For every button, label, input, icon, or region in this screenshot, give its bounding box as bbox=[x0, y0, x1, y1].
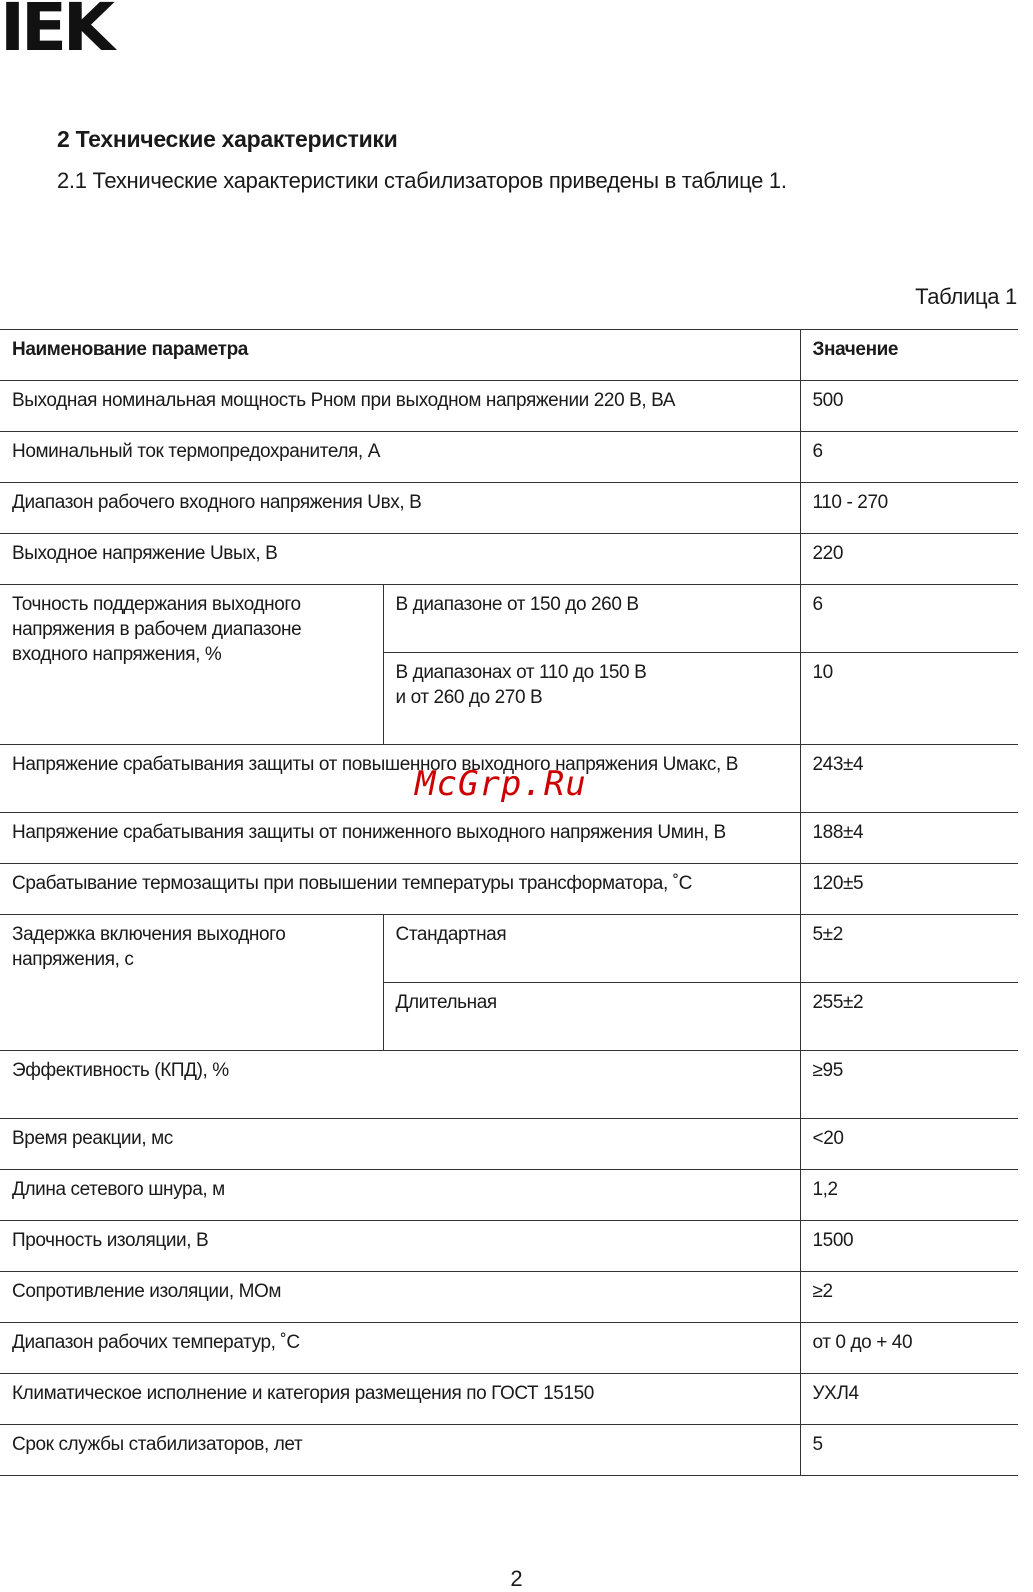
section-paragraph: 2.1 Технические характеристики стабилизаторов приведены в таблице 1. bbox=[57, 168, 787, 193]
value-cell: 120±5 bbox=[800, 864, 1018, 915]
param-cell: Точность поддержания выходного напряжения в рабочем диапазоне входного напряжения, % bbox=[0, 585, 383, 745]
sub-param-cell: Длительная bbox=[383, 983, 800, 1051]
param-cell: Длина сетевого шнура, м bbox=[0, 1170, 800, 1221]
spec-table bbox=[0, 329, 1018, 1476]
param-cell: Напряжение срабатывания защиты от повышенного выходного напряжения Uмакс, В bbox=[0, 745, 800, 813]
param-cell: Климатическое исполнение и категория размещения по ГОСТ 15150 bbox=[0, 1374, 800, 1425]
param-cell: Задержка включения выходного напряжения, с bbox=[0, 915, 383, 1051]
param-cell: Диапазон рабочего входного напряжения Uвх, В bbox=[0, 483, 800, 534]
param-cell: Срок службы стабилизаторов, лет bbox=[0, 1425, 800, 1476]
param-cell: Выходное напряжение Uвых, В bbox=[0, 534, 800, 585]
table-row bbox=[0, 813, 1018, 864]
table-row bbox=[0, 1221, 1018, 1272]
value-cell: от 0 до + 40 bbox=[800, 1323, 1018, 1374]
table-caption: Таблица 1 bbox=[915, 284, 1017, 309]
table-row bbox=[0, 432, 1018, 483]
value-cell: 6 bbox=[800, 432, 1018, 483]
value-cell: 255±2 bbox=[800, 983, 1018, 1051]
value-cell: <20 bbox=[800, 1119, 1018, 1170]
sub-param-cell bbox=[383, 653, 800, 745]
table-row bbox=[0, 1425, 1018, 1476]
value-cell: 110 - 270 bbox=[800, 483, 1018, 534]
table-row bbox=[0, 1323, 1018, 1374]
value-cell: 1500 bbox=[800, 1221, 1018, 1272]
table-row bbox=[0, 1374, 1018, 1425]
param-cell: Прочность изоляции, В bbox=[0, 1221, 800, 1272]
table-row bbox=[0, 483, 1018, 534]
value-cell: 188±4 bbox=[800, 813, 1018, 864]
value-cell: 220 bbox=[800, 534, 1018, 585]
value-cell: 243±4 bbox=[800, 745, 1018, 813]
param-cell: Диапазон рабочих температур, ˚С bbox=[0, 1323, 800, 1374]
value-cell: 10 bbox=[800, 653, 1018, 745]
param-cell: Сопротивление изоляции, МОм bbox=[0, 1272, 800, 1323]
page-number: 2 bbox=[510, 1566, 523, 1591]
value-cell: 5±2 bbox=[800, 915, 1018, 983]
header-value: Значение bbox=[800, 330, 1018, 381]
table-row bbox=[0, 1119, 1018, 1170]
table-row bbox=[0, 915, 1018, 983]
value-cell: 1,2 bbox=[800, 1170, 1018, 1221]
param-cell: Выходная номинальная мощность Pном при выходном напряжении 220 В, ВА bbox=[0, 381, 800, 432]
table-row bbox=[0, 864, 1018, 915]
iek-logo: IEK bbox=[0, 0, 111, 66]
value-cell: ≥2 bbox=[800, 1272, 1018, 1323]
table-row bbox=[0, 534, 1018, 585]
value-cell: 500 bbox=[800, 381, 1018, 432]
param-cell: Напряжение срабатывания защиты от пониженного выходного напряжения Uмин, В bbox=[0, 813, 800, 864]
table-row bbox=[0, 1051, 1018, 1119]
value-cell: 5 bbox=[800, 1425, 1018, 1476]
table-row bbox=[0, 585, 1018, 653]
param-cell: Срабатывание термозащиты при повышении температуры трансформатора, ˚С bbox=[0, 864, 800, 915]
table-row bbox=[0, 381, 1018, 432]
param-cell: Номинальный ток термопредохранителя, А bbox=[0, 432, 800, 483]
value-cell: ≥95 bbox=[800, 1051, 1018, 1119]
section-title: 2 Технические характеристики bbox=[57, 126, 398, 152]
value-cell: УХЛ4 bbox=[800, 1374, 1018, 1425]
sub-param-line: и от 260 до 270 В bbox=[395, 687, 543, 708]
sub-param-cell: Стандартная bbox=[383, 915, 800, 983]
param-cell: Эффективность (КПД), % bbox=[0, 1051, 800, 1119]
watermark: McGrp.Ru bbox=[415, 764, 587, 804]
table-row bbox=[0, 1272, 1018, 1323]
header-param: Наименование параметра bbox=[0, 330, 800, 381]
table-row bbox=[0, 1170, 1018, 1221]
param-cell: Время реакции, мс bbox=[0, 1119, 800, 1170]
sub-param-cell: В диапазоне от 150 до 260 В bbox=[383, 585, 800, 653]
sub-param-line: В диапазонах от 110 до 150 В bbox=[395, 662, 647, 683]
table-header-row bbox=[0, 330, 1018, 381]
value-cell: 6 bbox=[800, 585, 1018, 653]
